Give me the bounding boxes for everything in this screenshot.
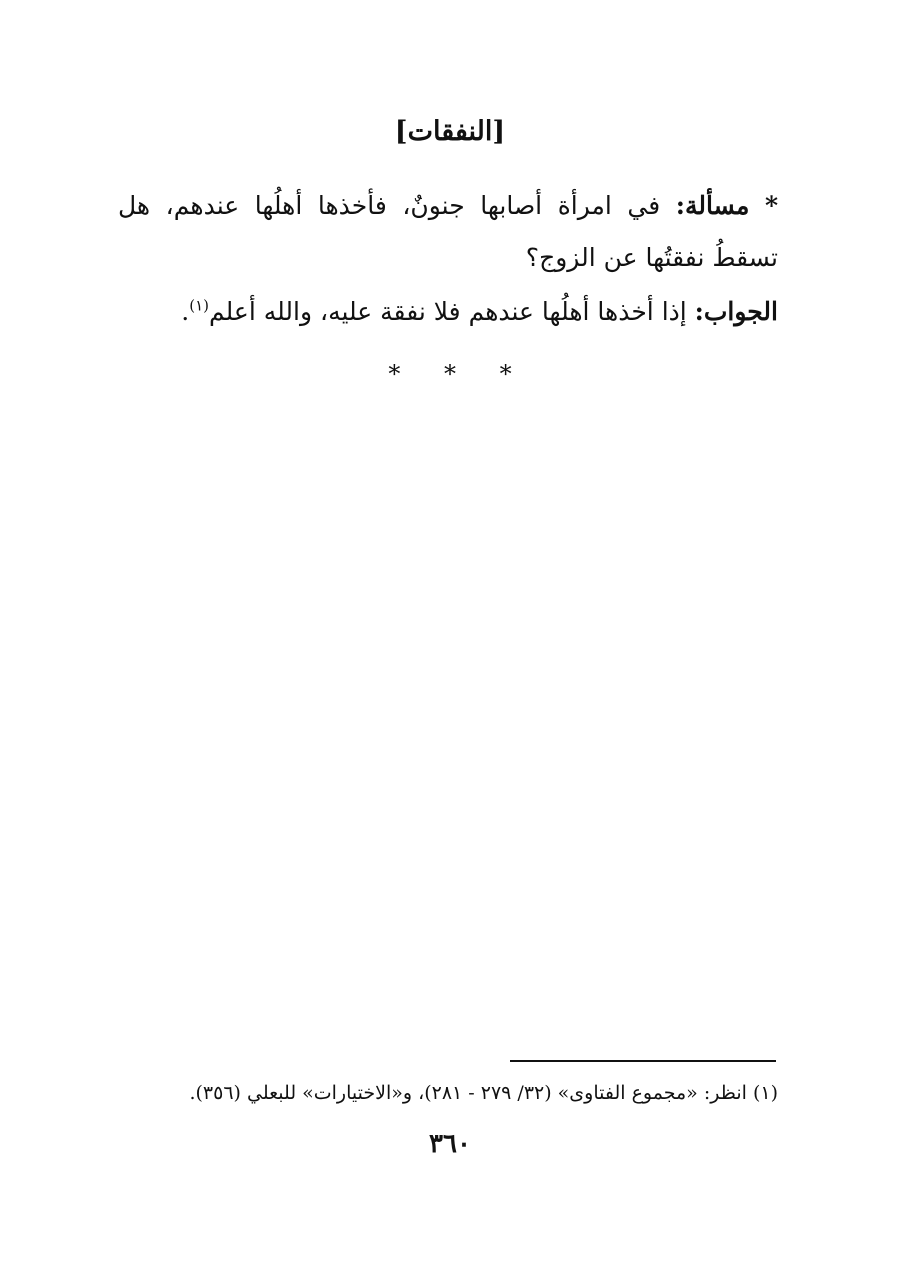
footnote-number: (١) bbox=[752, 1082, 778, 1104]
question-text: في امرأة أصابها جنونٌ، فأخذها أهلُها عندهم، هل تسقطُ نفقتُها عن الزوج؟ bbox=[118, 191, 778, 272]
footnote-text: انظر: «مجموع الفتاوى» (٣٢/ ٢٧٩ - ٢٨١)، و«الاختيارات» للبعلي (٣٥٦). bbox=[189, 1082, 747, 1104]
question-marker: * bbox=[764, 191, 779, 220]
section-separator bbox=[0, 360, 900, 388]
footnote-reference: (١) bbox=[189, 296, 210, 315]
separator-star: * bbox=[444, 360, 456, 388]
footnote-divider bbox=[510, 1060, 776, 1062]
answer-end-punctuation: . bbox=[181, 297, 190, 326]
footnote bbox=[118, 1076, 778, 1110]
section-heading: [النفقات] bbox=[394, 116, 506, 147]
separator-star: * bbox=[388, 360, 401, 388]
question-paragraph bbox=[118, 180, 778, 284]
page-number: ٣٦٠ bbox=[429, 1129, 471, 1159]
answer-text: إذا أخذها أهلُها عندهم فلا نفقة عليه، والله أعلم bbox=[209, 297, 687, 326]
answer-label: الجواب: bbox=[694, 297, 778, 326]
question-label: مسألة: bbox=[675, 191, 750, 220]
answer-paragraph bbox=[118, 286, 778, 338]
separator-star: * bbox=[499, 360, 512, 388]
